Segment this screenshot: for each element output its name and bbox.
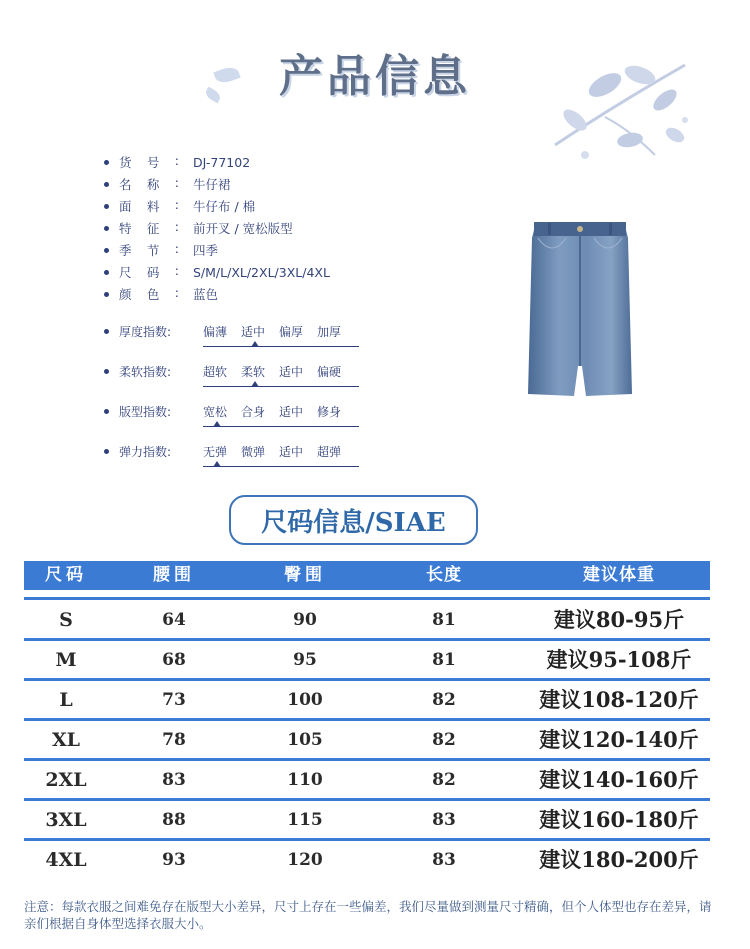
cell-waist: 78: [162, 730, 186, 750]
bullet-icon: [104, 449, 109, 454]
row-divider: [24, 597, 710, 600]
info-label-char: 名: [119, 177, 132, 192]
index-scale: [203, 443, 355, 460]
cell-weight: 建议160-180斤: [539, 807, 699, 832]
index-scale-line: [203, 466, 359, 467]
cell-weight: 建议180-200斤: [539, 847, 699, 872]
info-label-char: 货: [119, 155, 132, 170]
header-size: 尺码: [45, 565, 87, 585]
info-label-char: 面: [119, 199, 132, 214]
index-scale: [203, 403, 355, 420]
size-note: 注意：每款衣服之间难免存在版型大小差异，尺寸上存在一些偏差，我们尽量做到测量尺寸精确，但个人体型也存在差异，请亲们根据自身体型选择衣服大小。: [24, 899, 712, 931]
info-label-char: 号: [146, 155, 160, 170]
info-row: [104, 174, 231, 194]
info-label-char: 尺: [119, 265, 132, 280]
header-waist: 腰围: [153, 565, 195, 585]
info-label-char: 码: [146, 265, 160, 280]
bullet-icon: [104, 248, 109, 253]
info-value: 前开叉 / 宽松版型: [193, 221, 293, 236]
info-label: 特 征 :: [119, 219, 179, 236]
table-row: [24, 800, 710, 840]
info-label: 季 节 :: [119, 241, 179, 258]
cell-hip: 115: [287, 810, 323, 830]
index-row: [104, 358, 355, 384]
info-row: [104, 218, 293, 238]
cell-size: 3XL: [45, 809, 87, 831]
index-scale-line: [203, 346, 359, 347]
size-table-header: [24, 561, 710, 590]
index-option: 修身: [317, 404, 342, 419]
index-option: 无弹: [203, 444, 228, 459]
cell-waist: 83: [162, 770, 186, 790]
cell-hip: 90: [293, 610, 317, 630]
index-option: 超软: [203, 364, 228, 379]
table-row: [24, 680, 710, 720]
index-marker-icon: [251, 381, 259, 387]
info-value: 蓝色: [193, 287, 219, 302]
bullet-icon: [104, 204, 109, 209]
index-row: [104, 318, 355, 344]
info-value: 牛仔布 / 棉: [193, 199, 256, 214]
info-label: 货 号 :: [119, 153, 179, 170]
table-row: [24, 600, 710, 640]
size-section-title: 尺码信息/SIAE: [229, 495, 478, 545]
index-option: 柔软: [241, 364, 266, 379]
index-label: 柔软指数:: [119, 364, 172, 379]
info-label-char: 色: [146, 287, 160, 302]
index-option: 微弹: [241, 444, 266, 459]
index-marker-icon: [213, 461, 221, 467]
index-marker-icon: [213, 421, 221, 427]
info-label-char: 季: [119, 243, 132, 258]
index-scale: [203, 323, 355, 340]
table-row: [24, 760, 710, 800]
info-label-char: 节: [146, 243, 160, 258]
index-scale: [203, 363, 355, 380]
bullet-icon: [104, 226, 109, 231]
cell-waist: 73: [162, 690, 186, 710]
index-row: [104, 398, 355, 424]
bullet-icon: [104, 160, 109, 165]
table-row: [24, 840, 710, 880]
index-label: 弹力指数:: [119, 444, 172, 459]
table-row: [24, 720, 710, 760]
cell-size: 4XL: [45, 849, 87, 871]
info-label-char: 料: [146, 199, 160, 214]
info-label: 颜 色 :: [119, 285, 179, 302]
info-row: [104, 284, 218, 304]
index-marker-icon: [251, 341, 259, 347]
cell-length: 83: [432, 850, 456, 870]
bullet-icon: [104, 270, 109, 275]
cell-weight: 建议108-120斤: [539, 687, 699, 712]
info-row: [104, 262, 330, 282]
index-scale-line: [203, 386, 359, 387]
info-value: S/M/L/XL/2XL/3XL/4XL: [193, 264, 330, 280]
index-option: 合身: [241, 404, 266, 419]
cell-waist: 68: [162, 650, 186, 670]
cell-size: XL: [51, 729, 81, 751]
info-value: 牛仔裙: [193, 177, 231, 192]
bullet-icon: [104, 182, 109, 187]
leaf-decoration-icon: [205, 60, 265, 110]
index-option: 适中: [279, 444, 304, 459]
info-label-char: 征: [146, 221, 160, 236]
cell-weight: 建议140-160斤: [539, 767, 699, 792]
header-length: 长度: [426, 565, 462, 585]
info-label-char: 特: [119, 221, 132, 236]
cell-waist: 64: [162, 610, 186, 630]
cell-size: S: [59, 609, 73, 631]
cell-weight: 建议80-95斤: [553, 607, 685, 632]
cell-size: 2XL: [45, 769, 87, 791]
header-weight: 建议体重: [583, 565, 655, 585]
cell-hip: 110: [287, 770, 323, 790]
cell-hip: 105: [287, 730, 323, 750]
cell-length: 81: [432, 610, 456, 630]
page-title: 产品信息: [279, 51, 471, 102]
cell-hip: 95: [293, 650, 317, 670]
bullet-icon: [104, 292, 109, 297]
cell-length: 82: [432, 770, 456, 790]
cell-hip: 120: [287, 850, 323, 870]
info-row: [104, 196, 255, 216]
index-option: 适中: [241, 324, 266, 339]
info-label: 面 料 :: [119, 197, 179, 214]
cell-length: 83: [432, 810, 456, 830]
cell-hip: 100: [287, 690, 323, 710]
info-label: 尺 码 :: [119, 263, 179, 280]
cell-weight: 建议95-108斤: [546, 647, 692, 672]
index-option: 加厚: [317, 324, 342, 339]
bullet-icon: [104, 369, 109, 374]
info-row: [104, 152, 250, 172]
index-label: 厚度指数:: [119, 324, 172, 339]
info-value: DJ-77102: [193, 154, 251, 170]
cell-length: 81: [432, 650, 456, 670]
index-option: 偏硬: [317, 364, 342, 379]
table-row: [24, 640, 710, 680]
header-hip: 臀围: [284, 565, 326, 585]
index-option: 偏厚: [279, 324, 304, 339]
index-option: 偏薄: [203, 324, 228, 339]
index-option: 适中: [279, 404, 304, 419]
cell-length: 82: [432, 730, 456, 750]
info-label-char: 颜: [119, 287, 132, 302]
index-label: 版型指数:: [119, 404, 172, 419]
index-row: [104, 438, 355, 464]
info-row: [104, 240, 218, 260]
bullet-icon: [104, 409, 109, 414]
cell-size: L: [59, 689, 73, 711]
index-option: 超弹: [317, 444, 342, 459]
info-value: 四季: [193, 243, 219, 258]
cell-waist: 93: [162, 850, 186, 870]
index-option: 适中: [279, 364, 304, 379]
cell-length: 82: [432, 690, 456, 710]
info-label-char: 称: [146, 177, 160, 192]
cell-weight: 建议120-140斤: [539, 727, 699, 752]
info-label: 名 称 :: [119, 175, 179, 192]
index-option: 宽松: [203, 404, 228, 419]
cell-waist: 88: [162, 810, 186, 830]
cell-size: M: [55, 649, 77, 671]
bullet-icon: [104, 329, 109, 334]
skirt-product-image: [528, 218, 632, 398]
branch-decoration-icon: [545, 45, 695, 165]
index-scale-line: [203, 426, 359, 427]
